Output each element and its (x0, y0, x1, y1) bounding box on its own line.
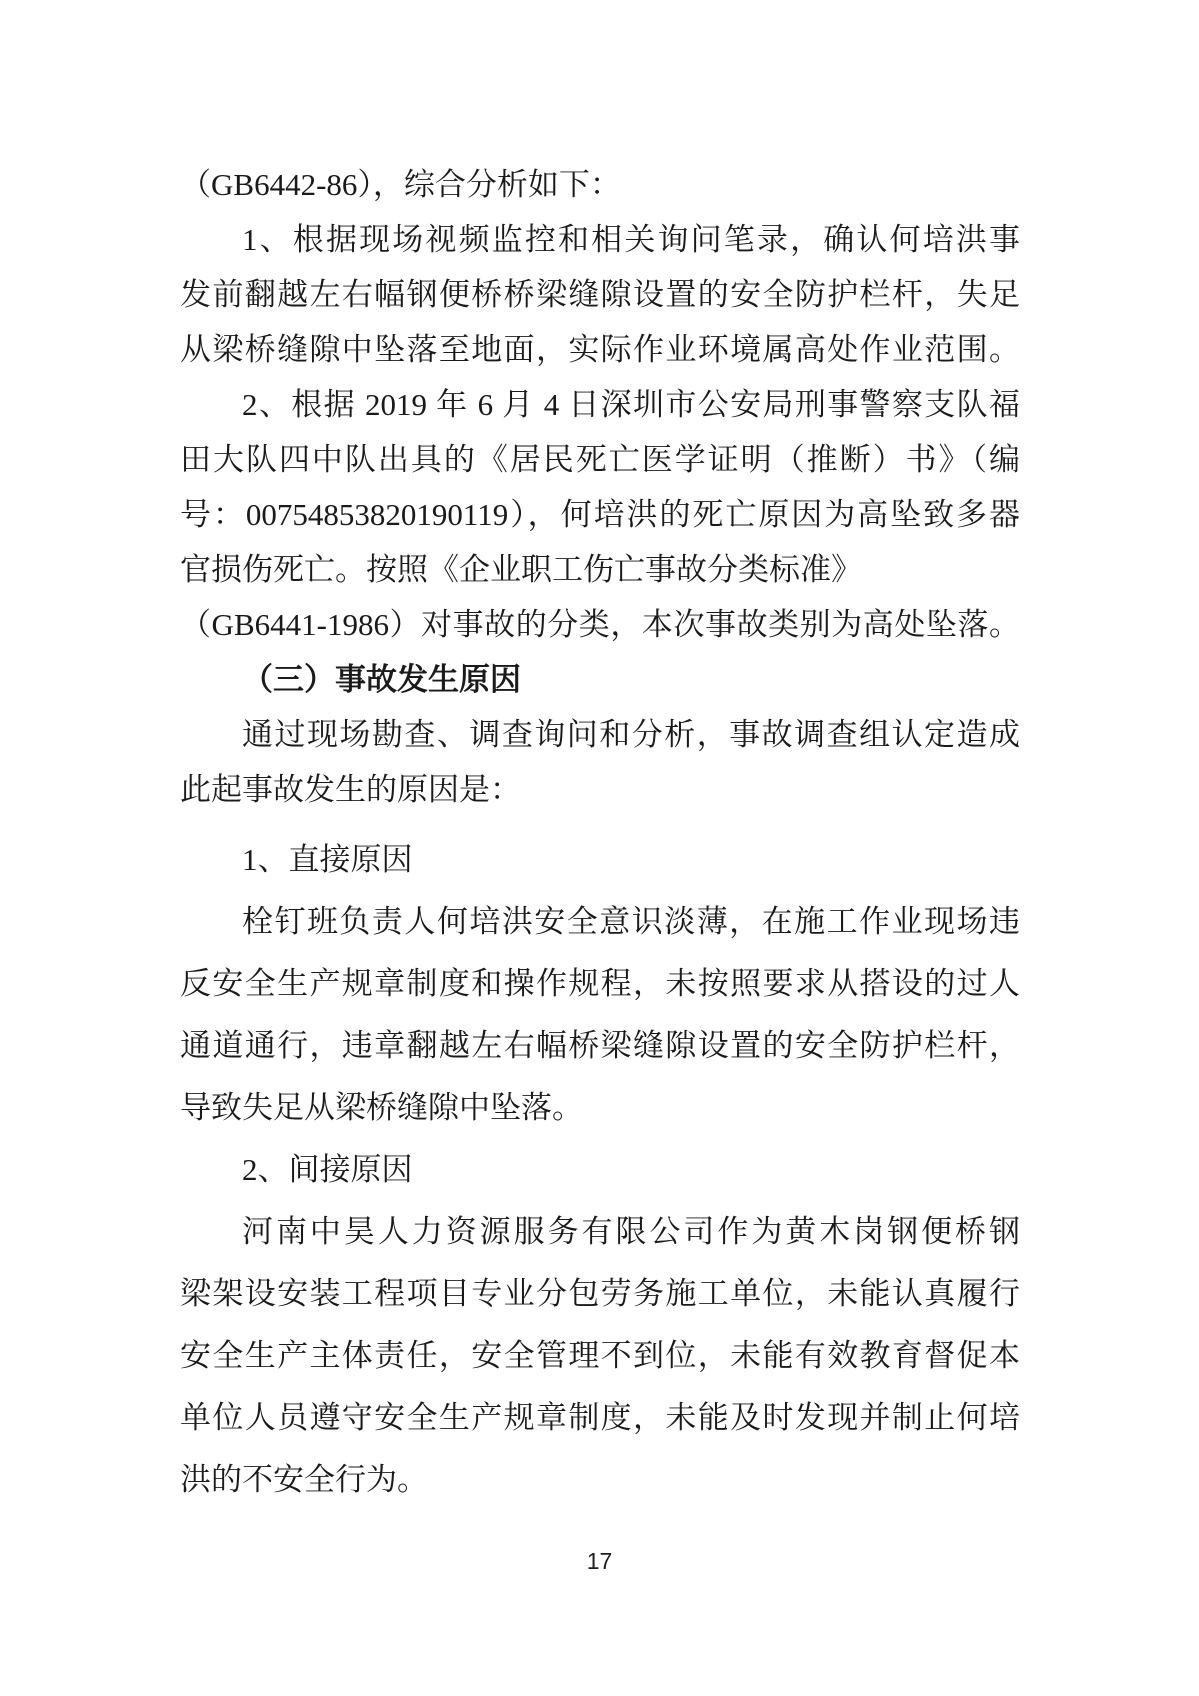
text-line: 此起事故发生的原因是： (180, 772, 521, 807)
text-line: 从梁桥缝隙中坠落至地面，实际作业环境属高处作业范围。 (180, 332, 1020, 367)
page-number: 17 (586, 1548, 613, 1574)
text-line: 1、根据现场视频监控和相关询问笔录，确认何培洪事 (242, 222, 1020, 257)
lower-text-block (180, 829, 1020, 1511)
upper-text-block (180, 157, 1020, 817)
subsection-heading: 1、直接原因 (242, 842, 413, 877)
document-body (180, 157, 1020, 1511)
text-line: 2、根据 2019 年 6 月 4 日深圳市公安局刑事警察支队福 (242, 387, 1020, 422)
text-line: 发前翻越左右幅钢便桥桥梁缝隙设置的安全防护栏杆，失足 (180, 277, 1020, 312)
text-line: 梁架设安装工程项目专业分包劳务施工单位，未能认真履行 (180, 1276, 1020, 1311)
text-line: 栓钉班负责人何培洪安全意识淡薄，在施工作业现场违 (242, 904, 1020, 939)
text-line: 田大队四中队出具的《居民死亡医学证明（推断）书》（编 (180, 442, 1020, 477)
text-line: 单位人员遵守安全生产规章制度，未能及时发现并制止何培 (180, 1400, 1020, 1435)
text-line: 通过现场勘查、调查询问和分析，事故调查组认定造成 (242, 717, 1020, 752)
text-line: 号：00754853820190119），何培洪的死亡原因为高坠致多器 (180, 497, 1020, 532)
section-heading: （三）事故发生原因 (242, 662, 521, 697)
text-line: （GB6441-1986）对事故的分类，本次事故类别为高处坠落。 (180, 607, 1020, 642)
text-line: 反安全生产规章制度和操作规程，未按照要求从搭设的过人 (180, 966, 1020, 1001)
text-line: 导致失足从梁桥缝隙中坠落。 (180, 1090, 583, 1125)
text-line: 洪的不安全行为。 (180, 1462, 428, 1497)
text-line: 河南中昊人力资源服务有限公司作为黄木岗钢便桥钢 (242, 1214, 1020, 1249)
text-line: （GB6442-86），综合分析如下： (180, 167, 621, 202)
text-line: 安全生产主体责任，安全管理不到位，未能有效教育督促本 (180, 1338, 1020, 1373)
subsection-heading: 2、间接原因 (242, 1152, 413, 1187)
text-line: 通道通行，违章翻越左右幅桥梁缝隙设置的安全防护栏杆， (180, 1028, 1020, 1063)
text-line: 官损伤死亡。按照《企业职工伤亡事故分类标准》 (180, 552, 862, 587)
